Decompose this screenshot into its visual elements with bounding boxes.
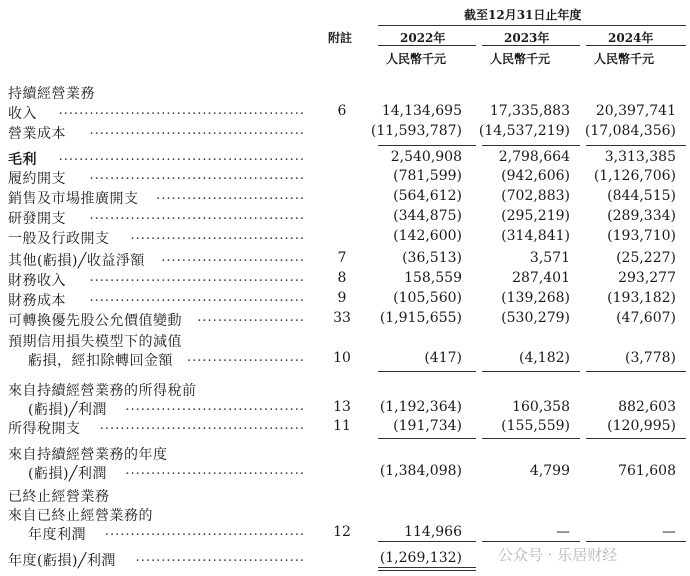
row-value-2024: (3,778) (624, 350, 676, 366)
subtotal-rule-4a (378, 541, 476, 542)
row-value-2022: (1,192,364) (379, 399, 462, 415)
watermark-text: 公众号 · 乐居财经 (498, 546, 618, 564)
leader-dots: .......................................... (89, 208, 305, 223)
unit-2022: 人民幣千元 (386, 52, 447, 66)
row-label: 可轉換優先股公允價值變動 (8, 313, 182, 329)
row-label: 年度(虧損)╱利潤 (8, 553, 116, 569)
row-value-2023: 160,358 (512, 399, 570, 415)
row-value-2024: (47,607) (616, 310, 676, 326)
row-label: 已終止經營業務 (8, 489, 110, 505)
header-underline-2 (482, 45, 580, 46)
row-value-2024: 761,608 (618, 463, 676, 479)
row-label: 研發開支 (8, 211, 66, 227)
row-label: 來自持續經營業務的所得稅前 (8, 383, 197, 399)
leader-dots: ............................ (161, 250, 305, 265)
row-value-2024: (17,084,356) (584, 123, 676, 139)
row-value-2023: 17,335,883 (489, 103, 570, 119)
leader-dots: .................................. (130, 228, 305, 243)
row-label: 來自已終止經營業務的 (8, 508, 153, 524)
row-note: 7 (337, 250, 347, 266)
row-value-2023: 4,799 (529, 463, 570, 479)
subtotal-rule-3c (586, 438, 686, 439)
row-value-2022: (344,875) (393, 208, 462, 224)
row-value-2024: (289,334) (607, 208, 676, 224)
row-value-2023: 3,571 (529, 250, 570, 266)
row-value-2022: (142,600) (393, 228, 462, 244)
leader-dots: ........................................ (99, 418, 305, 433)
row-label: 年度利潤 (28, 527, 86, 543)
subtotal-rule-1b (482, 145, 580, 146)
row-value-2022: (11,593,787) (370, 123, 462, 139)
leader-dots: .......................................... (89, 290, 305, 305)
row-note: 13 (333, 399, 351, 415)
row-value-2022: 114,966 (404, 524, 462, 540)
row-value-2022: (1,269,132) (379, 550, 462, 566)
row-value-2022: (105,560) (393, 290, 462, 306)
row-value-2022: 2,540,908 (390, 149, 462, 165)
row-note: 6 (337, 103, 347, 119)
subtotal-rule-3b (482, 438, 580, 439)
leader-dots: ................................. (135, 550, 305, 565)
subtotal-rule-2c (586, 371, 686, 372)
row-note: 10 (333, 350, 351, 366)
leader-dots: .......................................... (89, 270, 305, 285)
subtotal-rule-1c (586, 145, 686, 146)
subtotal-rule-2a (378, 371, 476, 372)
row-value-2023: (942,606) (501, 168, 570, 184)
unit-2023: 人民幣千元 (490, 52, 551, 66)
row-value-2022: 14,134,695 (381, 103, 462, 119)
row-label: 一般及行政開支 (8, 231, 110, 247)
row-label: 其他(虧損)╱收益淨額 (8, 253, 145, 269)
row-value-2024: (193,710) (607, 228, 676, 244)
row-note: 8 (337, 270, 347, 286)
subtotal-rule-1a (378, 145, 476, 146)
row-value-2023: (314,841) (501, 228, 570, 244)
leader-dots: ....................................... (104, 524, 305, 539)
row-value-2024: (844,515) (607, 188, 676, 204)
period-header: 截至12月31日止年度 (464, 8, 582, 22)
row-label: 所得稅開支 (8, 421, 81, 437)
total-double-rule-top (378, 567, 476, 568)
row-value-2023: (530,279) (501, 310, 570, 326)
row-value-2022: (417) (424, 350, 462, 366)
row-label: (虧損)╱利潤 (28, 402, 107, 418)
row-label: 持續經營業務 (8, 86, 95, 102)
row-value-2023: — (556, 524, 570, 540)
row-value-2024: (25,227) (616, 250, 676, 266)
row-value-2024: (1,126,706) (593, 168, 676, 184)
row-note: 11 (333, 418, 351, 434)
row-label: 財務收入 (8, 273, 66, 289)
row-note: 33 (333, 310, 351, 326)
leader-dots: ..................... (197, 310, 305, 325)
row-value-2022: (781,599) (393, 168, 462, 184)
row-value-2023: (155,559) (501, 418, 570, 434)
row-value-2024: — (662, 524, 676, 540)
row-value-2024: 882,603 (618, 399, 676, 415)
row-label: 預期信用損失模型下的減值 (8, 334, 182, 350)
row-value-2023: 2,798,664 (498, 149, 570, 165)
leader-dots: ....................... (186, 350, 305, 365)
leader-dots: .......................................... (89, 123, 305, 138)
row-value-2022: 158,559 (404, 270, 462, 286)
total-double-rule-bottom (378, 570, 476, 571)
row-value-2023: 287,401 (512, 270, 570, 286)
row-value-2023: (295,219) (501, 208, 570, 224)
subtotal-rule-4b (482, 541, 580, 542)
row-label: 營業成本 (8, 126, 66, 142)
row-value-2024: (193,182) (607, 290, 676, 306)
row-value-2024: 20,397,741 (595, 103, 676, 119)
row-value-2024: 3,313,385 (604, 149, 676, 165)
row-note: 12 (333, 524, 351, 540)
row-value-2024: (120,995) (607, 418, 676, 434)
row-label: 來自持續經營業務的年度 (8, 447, 168, 463)
row-value-2023: (139,268) (501, 290, 570, 306)
row-label: 虧損，經扣除轉回金額 (28, 353, 173, 369)
row-label: 財務成本 (8, 293, 66, 309)
leader-dots: ............................. (156, 188, 305, 203)
period-underline (378, 25, 686, 26)
note-column-header: 附註 (328, 31, 353, 45)
row-value-2022: (36,513) (402, 250, 462, 266)
row-label: 銷售及市場推廣開支 (8, 191, 139, 207)
leader-dots: ................................... (125, 399, 305, 414)
unit-2024: 人民幣千元 (594, 52, 655, 66)
year-2024-header: 2024年 (608, 31, 654, 45)
row-label: 收入 (8, 106, 37, 122)
leader-dots: ................................................ (58, 103, 305, 118)
row-value-2024: 293,277 (618, 270, 676, 286)
header-underline-3 (586, 45, 686, 46)
subtotal-rule-2b (482, 371, 580, 372)
row-value-2022: (191,734) (393, 418, 462, 434)
row-label: 履約開支 (8, 171, 66, 187)
row-value-2022: (1,384,098) (379, 463, 462, 479)
leader-dots: .......................................... (89, 168, 305, 183)
row-label: 毛利 (8, 152, 37, 168)
row-value-2022: (1,915,655) (379, 310, 462, 326)
year-2022-header: 2022年 (400, 31, 446, 45)
row-value-2023: (702,883) (501, 188, 570, 204)
subtotal-rule-4c (586, 541, 686, 542)
leader-dots: ................................................ (58, 149, 305, 164)
header-underline-1 (378, 45, 476, 46)
leader-dots: ................................... (125, 463, 305, 478)
row-label: (虧損)╱利潤 (28, 466, 107, 482)
row-value-2022: (564,612) (393, 188, 462, 204)
row-value-2023: (4,182) (518, 350, 570, 366)
subtotal-rule-3a (378, 438, 476, 439)
row-value-2023: (14,537,219) (478, 123, 570, 139)
row-note: 9 (337, 290, 347, 306)
year-2023-header: 2023年 (504, 31, 550, 45)
